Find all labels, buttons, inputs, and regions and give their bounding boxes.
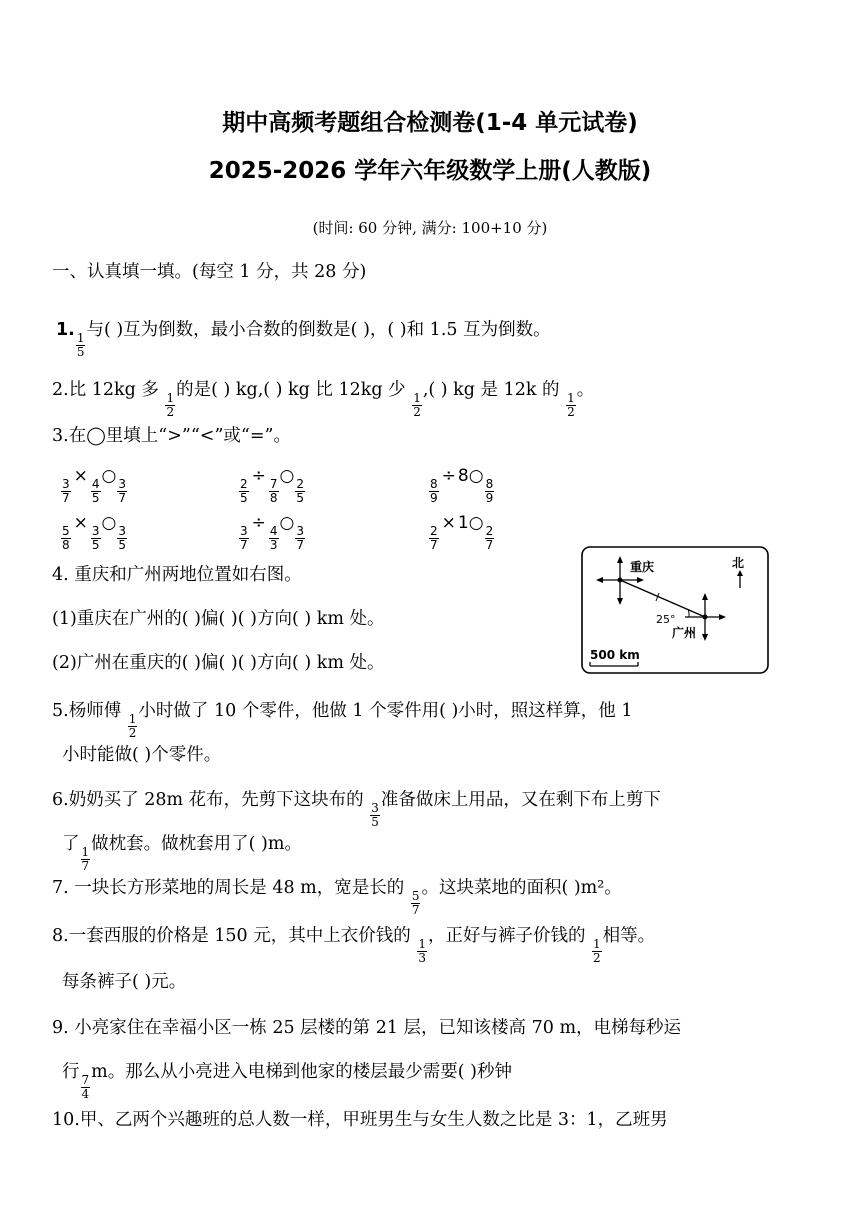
q2-text-3: ,( ) kg 是 12k 的 — [422, 380, 560, 400]
compare-item-1: $\frac{3}{7}$ × $\frac{4}{5}$ ○ $\frac{3}{7}$ — [62, 466, 127, 506]
q2-text-2: 的是( ) kg,( ) kg 比 12kg 少 — [176, 380, 406, 400]
route-line — [620, 580, 705, 617]
q8-text-2: ，正好与裤子价钱的 — [427, 926, 586, 946]
question-7 — [52, 880, 622, 917]
q2-fraction-3: $\frac{1}{2}$ — [567, 391, 575, 420]
compare-item-4: $\frac{5}{8}$ × $\frac{3}{5}$ ○ $\frac{3}{5}$ — [62, 513, 127, 553]
label-chongqing: 重庆 — [630, 560, 655, 574]
q6-fraction-2: $\frac{1}{7}$ — [81, 845, 90, 874]
question-3: 3.在◯里填上“>”“<”或“=”。 — [52, 426, 291, 446]
q6-text-4: 做枕套。做枕套用了( )m。 — [91, 834, 302, 854]
q7-fraction: $\frac{5}{7}$ — [411, 889, 420, 918]
q5-text-2: 小时做了 10 个零件，他做 1 个零件用( )小时，照这样算，他 1 — [138, 701, 633, 721]
q1-fraction: $\frac{1}{5}$ — [76, 331, 85, 360]
compare-circle: ○ — [279, 466, 295, 486]
q1-number: 1. — [56, 320, 75, 340]
question-5 — [52, 703, 633, 740]
question-6-line-2 — [62, 836, 302, 873]
title-line-2: 2025-2026 学年六年级数学上册(人教版) — [208, 158, 652, 184]
q6-text-2: 准备做床上用品，又在剩下布上剪下 — [380, 790, 661, 810]
question-9: 9. 小亮家住在幸福小区一栋 25 层楼的第 21 层，已知该楼高 70 m，电梯每秒运 — [52, 1018, 682, 1038]
compare-circle: ○ — [468, 513, 484, 533]
question-2 — [52, 382, 594, 419]
compare-item-2: $\frac{2}{5}$ ÷ $\frac{7}{8}$ ○ $\frac{2}{5}$ — [240, 466, 305, 506]
q6-text-3: 了 — [62, 834, 80, 854]
exam-info: (时间: 60 分钟, 满分: 100+10 分) — [312, 219, 548, 237]
question-10: 10.甲、乙两个兴趣班的总人数一样，甲班男生与女生人数之比是 3：1，乙班男 — [52, 1110, 668, 1130]
question-8-line-2: 每条裤子( )元。 — [62, 972, 187, 992]
compare-circle: ○ — [468, 466, 484, 486]
q7-text-1: 7. 一块长方形菜地的周长是 48 m，宽是长的 — [52, 878, 405, 898]
q5-text-1: 5.杨师傅 — [52, 701, 122, 721]
q6-text-1: 6.奶奶买了 28m 花布，先剪下这块布的 — [52, 790, 364, 810]
question-1 — [56, 322, 551, 359]
location-map — [580, 545, 772, 677]
question-9-line-2 — [62, 1064, 512, 1101]
q2-text-4: 。 — [576, 380, 595, 400]
label-scale: 500 km — [590, 648, 640, 662]
q8-text-3: 相等。 — [602, 926, 656, 946]
question-4-sub-2: (2)广州在重庆的( )偏( )( )方向( ) km 处。 — [52, 653, 385, 673]
q8-fraction-1: $\frac{1}{3}$ — [418, 937, 426, 966]
question-4: 4. 重庆和广州两地位置如右图。 — [52, 565, 302, 585]
compare-item-5: $\frac{3}{7}$ ÷ $\frac{4}{3}$ ○ $\frac{3}{7}$ — [240, 513, 305, 553]
q5-fraction: $\frac{1}{2}$ — [128, 712, 137, 741]
compare-item-3: $\frac{8}{9}$ ÷ 8○ $\frac{8}{9}$ — [430, 466, 494, 506]
compare-item-6: $\frac{2}{7}$ × 1○ $\frac{2}{7}$ — [430, 513, 494, 553]
compare-circle: ○ — [279, 513, 295, 533]
question-8 — [52, 928, 655, 965]
q9-text-1: 行 — [62, 1062, 80, 1082]
q2-fraction-2: $\frac{1}{2}$ — [413, 391, 421, 420]
label-angle: 25° — [656, 613, 676, 626]
question-6 — [52, 792, 661, 829]
q7-text-2: 。这块菜地的面积( )m²。 — [421, 878, 622, 898]
question-5-line-2: 小时能做( )个零件。 — [62, 745, 222, 765]
compare-circle: ○ — [101, 466, 117, 486]
q8-fraction-2: $\frac{1}{2}$ — [593, 937, 601, 966]
q2-fraction-1: $\frac{1}{2}$ — [166, 391, 175, 420]
label-north: 北 — [732, 556, 745, 570]
title-line-1: 期中高频考题组合检测卷(1-4 单元试卷) — [222, 110, 638, 136]
q2-text-1: 2.比 12kg 多 — [52, 380, 159, 400]
compare-circle: ○ — [101, 513, 117, 533]
q6-fraction-1: $\frac{3}{5}$ — [371, 801, 379, 830]
question-4-sub-1: (1)重庆在广州的( )偏( )( )方向( ) km 处。 — [52, 609, 385, 629]
q9-text-2: m。那么从小亮进入电梯到他家的楼层最少需要( )秒钟 — [91, 1062, 512, 1082]
q9-fraction: $\frac{7}{4}$ — [81, 1073, 90, 1102]
section-1-heading: 一、认真填一填。(每空 1 分，共 28 分) — [52, 262, 367, 282]
label-guangzhou: 广州 — [672, 626, 697, 640]
q8-text-1: 8.一套西服的价格是 150 元，其中上衣价钱的 — [52, 926, 411, 946]
q1-text: 与( )互为倒数，最小合数的倒数是( )，( )和 1.5 互为倒数。 — [86, 320, 551, 340]
